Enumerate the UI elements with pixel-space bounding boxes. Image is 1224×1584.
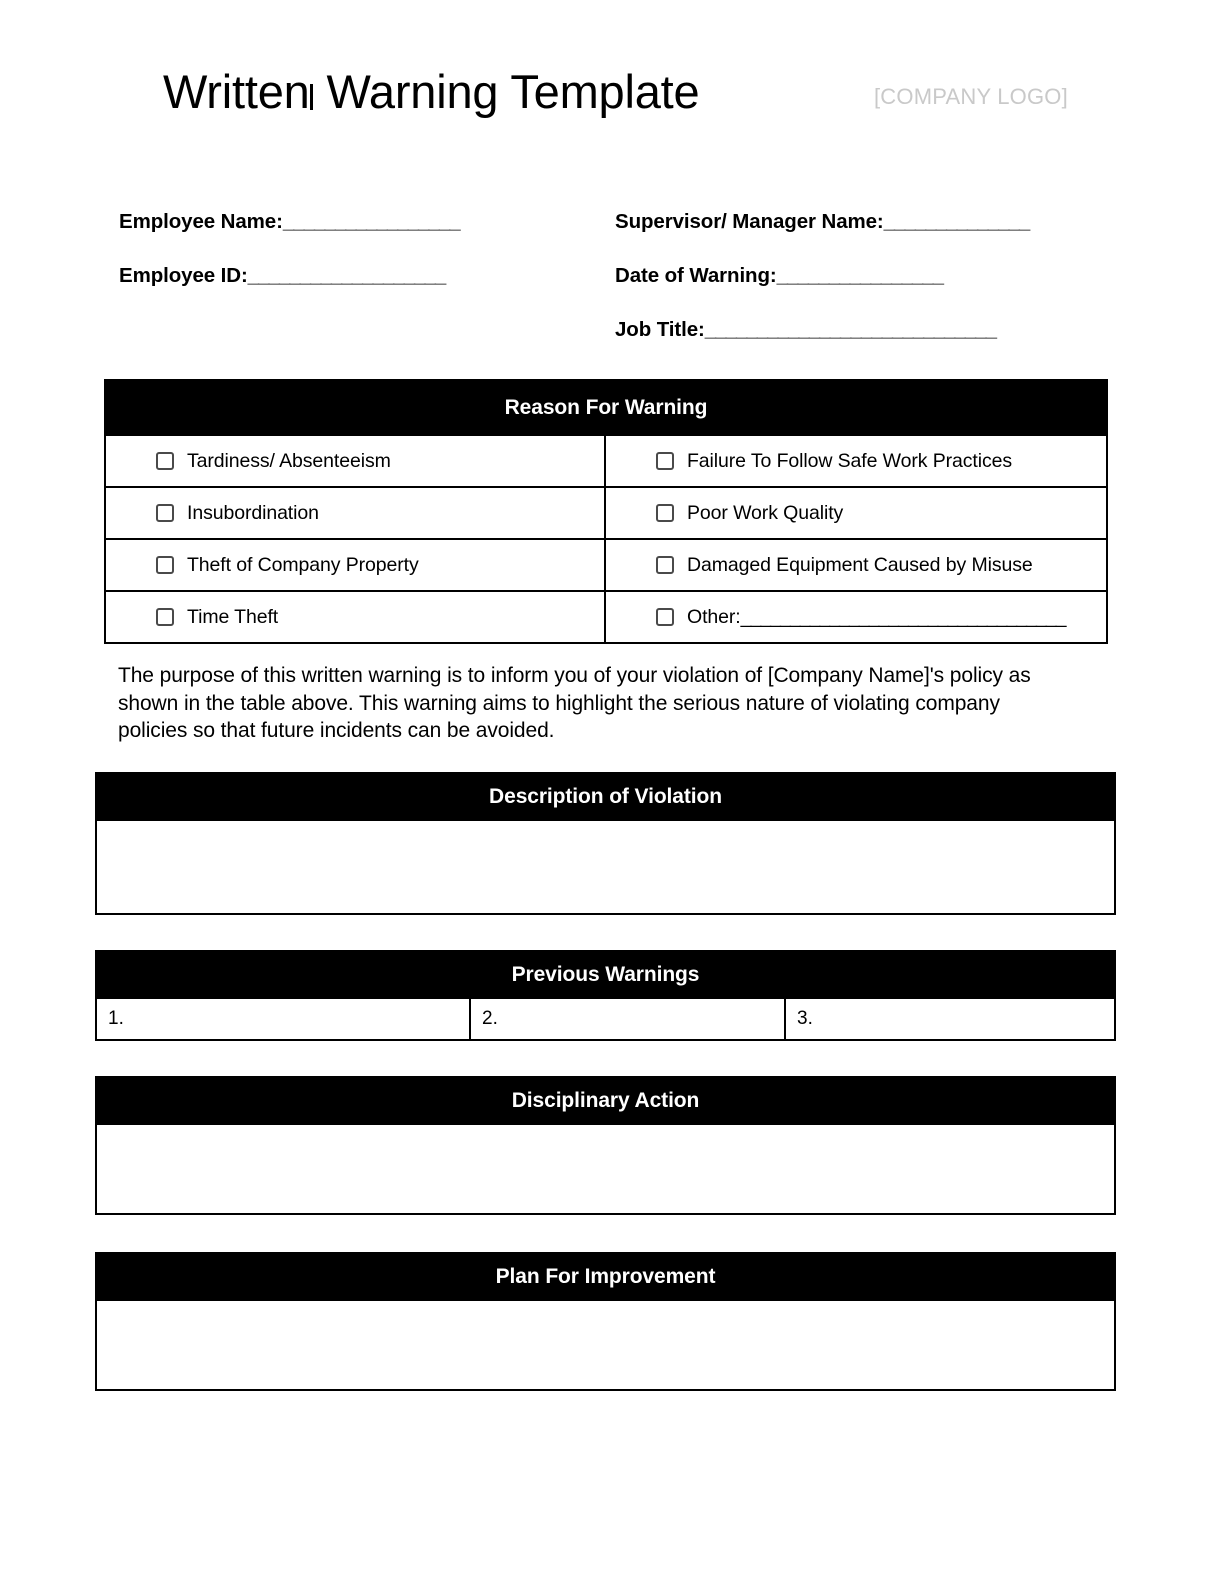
field-employee-id-rule: ___________________ <box>247 264 446 287</box>
checkbox-icon[interactable] <box>656 504 674 522</box>
page-title-part-1: Written <box>163 65 310 118</box>
section-header-plan-for-improvement: Plan For Improvement <box>95 1252 1116 1299</box>
checkbox-option-insubordination[interactable] <box>106 488 606 538</box>
field-date-of-warning[interactable] <box>615 264 943 288</box>
field-employee-name[interactable] <box>119 210 460 234</box>
checkbox-icon[interactable] <box>156 556 174 574</box>
checkbox-icon[interactable] <box>656 452 674 470</box>
checkbox-option-time-theft[interactable] <box>106 592 606 642</box>
checkbox-label: Poor Work Quality <box>687 501 844 524</box>
input-previous-warning-3[interactable]: 3. <box>797 1008 813 1029</box>
checkbox-label: Tardiness/ Absenteeism <box>187 449 391 472</box>
field-employee-name-rule: _________________ <box>282 210 460 233</box>
field-employee-id-label: Employee ID: <box>119 264 248 287</box>
checkbox-icon[interactable] <box>156 452 174 470</box>
input-previous-warning-2[interactable]: 2. <box>471 999 786 1039</box>
field-job-title-rule: ____________________________ <box>704 318 996 341</box>
checkbox-icon[interactable] <box>656 556 674 574</box>
checkbox-label: Insubordination <box>187 501 319 524</box>
field-job-title[interactable] <box>615 318 996 342</box>
checkbox-option-other[interactable] <box>606 592 1106 642</box>
table-row <box>106 592 1106 642</box>
table-row <box>106 488 1106 540</box>
input-description-of-violation[interactable] <box>95 819 1116 915</box>
document-header <box>0 62 1224 132</box>
purpose-paragraph: The purpose of this written warning is to inform you of your violation of [Company Name]'s policy as shown in the table above. This warning aims to highlight the serious nature of violating company policies so that future incidents can be avoided. <box>118 664 1031 742</box>
other-field[interactable] <box>687 606 1106 629</box>
checkbox-option-theft-of-company-property[interactable] <box>106 540 606 590</box>
checkbox-icon[interactable] <box>156 608 174 626</box>
field-supervisor-manager-name-label: Supervisor/ Manager Name: <box>615 210 884 233</box>
reason-for-warning-table <box>104 379 1108 644</box>
section-previous-warnings <box>95 950 1116 1041</box>
table-row <box>106 436 1106 488</box>
other-field-rule: _________________________________ <box>740 605 1066 628</box>
checkbox-option-tardiness[interactable] <box>106 436 606 486</box>
checkbox-option-poor-work-quality[interactable] <box>606 488 1106 538</box>
input-previous-warning-1[interactable]: 1. <box>97 999 471 1039</box>
section-plan-for-improvement <box>95 1252 1116 1391</box>
section-header-description-of-violation: Description of Violation <box>95 772 1116 819</box>
section-description-of-violation <box>95 772 1116 915</box>
checkbox-label: Time Theft <box>187 605 279 628</box>
reason-for-warning-header: Reason For Warning <box>106 381 1106 436</box>
input-plan-for-improvement[interactable] <box>95 1299 1116 1391</box>
checkbox-option-damaged-equipment[interactable] <box>606 540 1106 590</box>
field-supervisor-manager-name-rule: ______________ <box>883 210 1030 233</box>
field-supervisor-manager-name[interactable] <box>615 210 1029 234</box>
input-disciplinary-action[interactable] <box>95 1123 1116 1215</box>
checkbox-label: Failure To Follow Safe Work Practices <box>687 449 1013 472</box>
field-employee-id[interactable] <box>119 264 445 288</box>
company-logo-placeholder: [COMPANY LOGO] <box>874 84 1068 109</box>
table-row <box>106 540 1106 592</box>
field-employee-name-label: Employee Name: <box>119 210 283 233</box>
section-disciplinary-action <box>95 1076 1116 1215</box>
field-job-title-label: Job Title: <box>615 318 705 341</box>
page-title <box>163 62 699 122</box>
field-date-of-warning-rule: ________________ <box>776 264 944 287</box>
previous-warnings-row <box>95 997 1116 1041</box>
checkbox-label: Other: <box>687 605 741 628</box>
text-caret <box>310 84 313 110</box>
checkbox-icon[interactable] <box>656 608 674 626</box>
checkbox-label: Damaged Equipment Caused by Misuse <box>687 553 1033 576</box>
page-title-part-2: Warning Template <box>313 65 700 118</box>
checkbox-option-safe-work-practices[interactable] <box>606 436 1106 486</box>
field-date-of-warning-label: Date of Warning: <box>615 264 777 287</box>
checkbox-icon[interactable] <box>156 504 174 522</box>
checkbox-label: Theft of Company Property <box>187 553 419 576</box>
section-header-disciplinary-action: Disciplinary Action <box>95 1076 1116 1123</box>
section-header-previous-warnings: Previous Warnings <box>95 950 1116 997</box>
